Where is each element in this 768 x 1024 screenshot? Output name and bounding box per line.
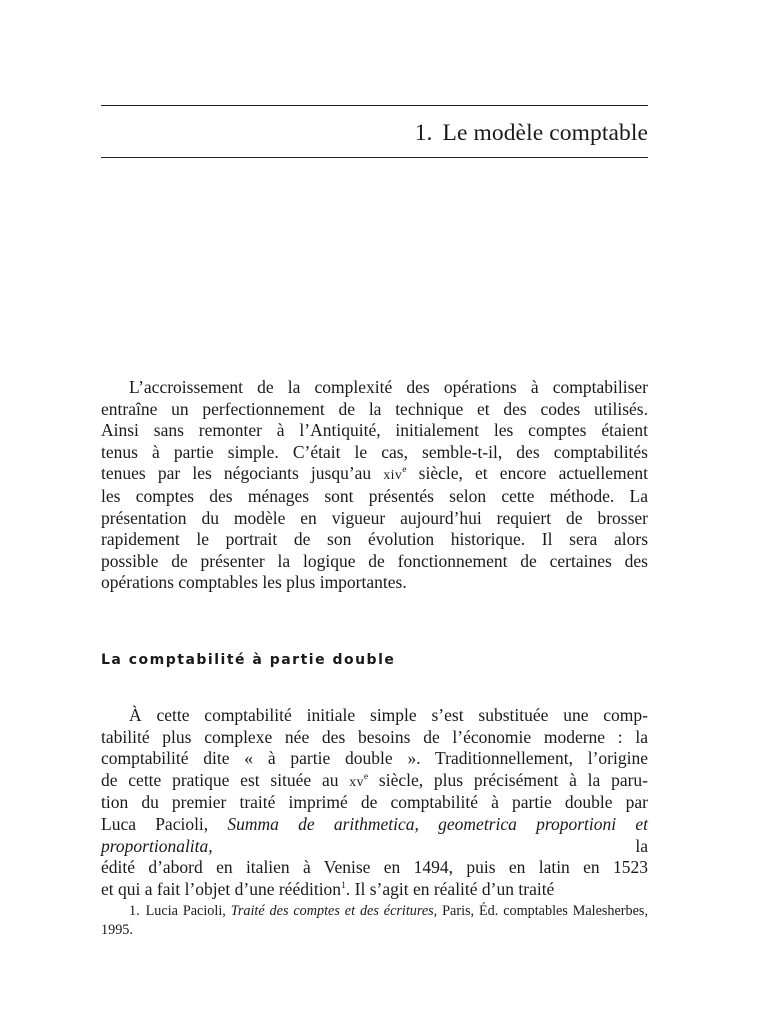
body-paragraph — [101, 705, 648, 900]
chapter-heading — [415, 119, 648, 147]
section-heading: La comptabilité à partie double — [101, 652, 396, 668]
century-numeral: xiv — [383, 467, 403, 483]
intro-text: siècle, et encore actuellement — [406, 463, 648, 484]
century-numeral: xv — [349, 773, 364, 789]
chapter-bottom-rule — [101, 157, 648, 158]
intro-line: tenus à partie simple. C’était le cas, semble-t-il, des comptabilités — [101, 441, 648, 462]
intro-line: Ainsi sans remonter à l’Antiquité, initialement les comptes étaient — [101, 420, 648, 441]
body-text: de cette pratique est située au — [101, 769, 350, 790]
intro-paragraph — [101, 377, 648, 594]
body-text: Luca Pacioli, — [101, 813, 228, 834]
footnote-author: Lucia Pacioli, — [145, 903, 231, 919]
body-line: À cette comptabilité initiale simple s’est substituée une comp- — [129, 705, 648, 725]
century-superscript: e — [363, 770, 369, 782]
body-text: et qui a fait l’objet d’une réédition — [101, 878, 342, 899]
intro-line — [101, 463, 648, 486]
footnote-title: Traité des comptes et des écritures, — [230, 903, 438, 919]
footnote — [101, 902, 648, 940]
intro-line: L’accroissement de la complexité des opérations à comptabiliser — [129, 377, 648, 397]
footnote-reference[interactable]: 1 — [341, 879, 346, 891]
intro-text: tenues par les négociants jusqu’au — [101, 463, 384, 484]
body-line: tion du premier traité imprimé de comptabilité à partie double par — [101, 792, 648, 813]
body-text: la — [212, 835, 648, 856]
intro-line: présentation du modèle en vigueur aujourd’hui requiert de brosser — [101, 507, 648, 528]
body-line: comptabilité dite « à partie double ». Traditionnellement, l’origine — [101, 748, 648, 769]
footnote-number: 1. — [129, 903, 140, 919]
chapter-top-rule — [101, 105, 648, 106]
body-line — [101, 814, 648, 857]
footnote-publisher: Paris, Éd. comptables Malesherbes, — [437, 903, 648, 919]
chapter-number: 1. — [414, 120, 433, 146]
intro-line: rapidement le portrait de son évolution historique. Il sera alors — [101, 529, 648, 550]
century-superscript: e — [402, 464, 407, 476]
chapter-title: Le modèle comptable — [442, 120, 648, 146]
intro-line: entraîne un perfectionnement de la technique et des codes utilisés. — [101, 398, 648, 419]
intro-line: opérations comptables les plus importantes. — [101, 572, 407, 593]
body-line — [101, 770, 648, 793]
body-text: . Il s’agit en réalité d’un traité — [345, 878, 555, 899]
body-line — [101, 879, 648, 901]
book-page — [101, 0, 648, 1024]
body-line: édité d’abord en italien à Venise en 1494, puis en latin en 1523 — [101, 857, 648, 878]
intro-line: possible de présenter la logique de fonctionnement de certaines des — [101, 550, 648, 571]
intro-line: les comptes des ménages sont présentés selon cette méthode. La — [101, 485, 648, 506]
book-title: Summa de arithmetica, geometrica proportioni et proportionalita, — [101, 813, 648, 856]
footnote-line: 1995. — [101, 922, 133, 938]
body-text: siècle, plus précisément à la paru- — [368, 769, 648, 790]
body-line: tabilité plus complexe née des besoins de l’économie moderne : la — [101, 726, 648, 747]
footnote-line — [101, 902, 648, 921]
